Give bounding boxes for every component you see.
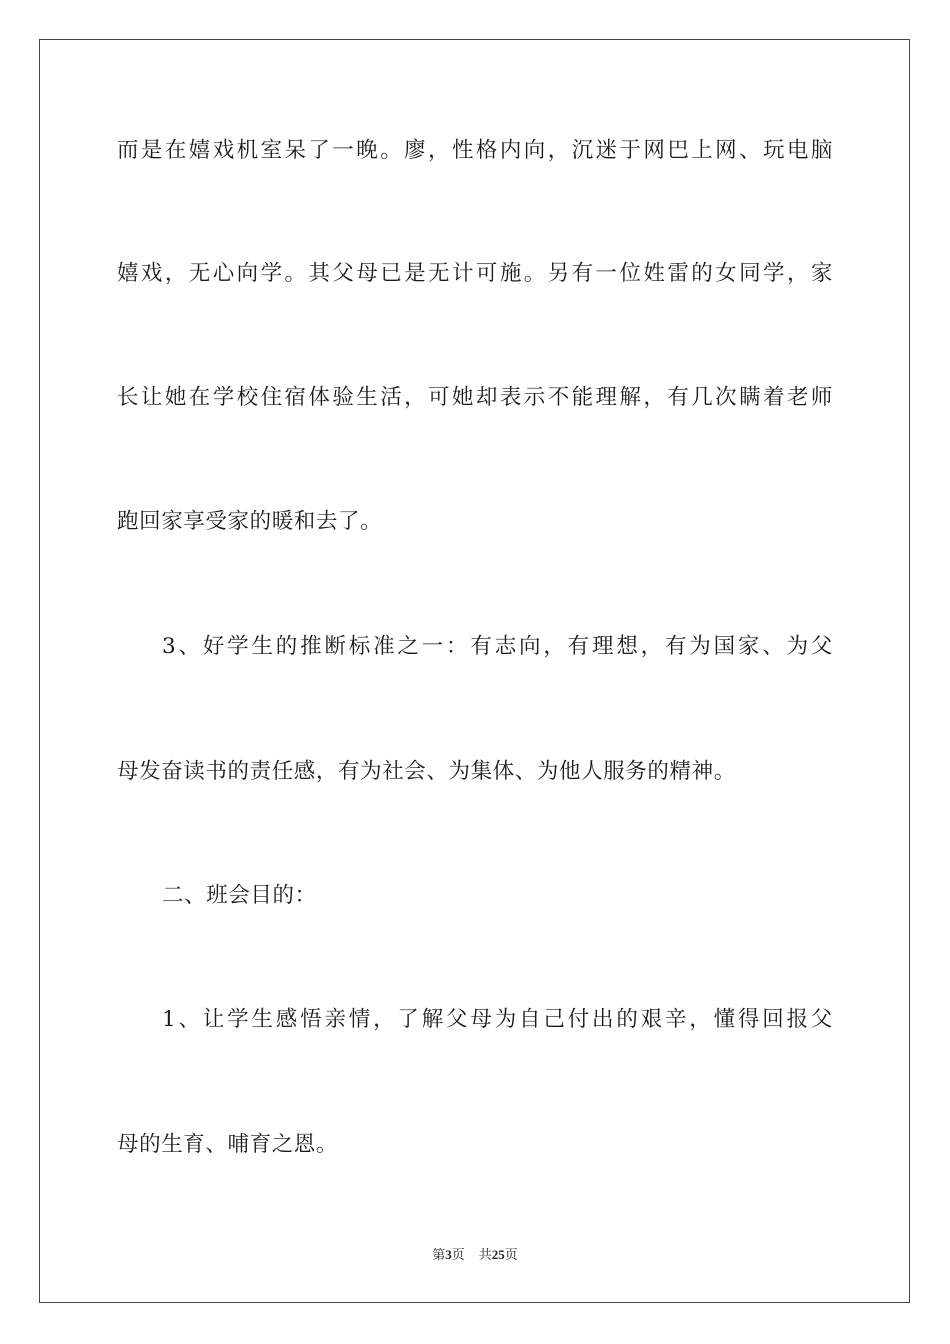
body-line-6: 母发奋读书的责任感，有为社会、为集体、为他人服务的精神。 [117,759,736,784]
page-suffix: 页 [451,1247,465,1262]
page-border [39,39,910,1303]
body-line-8: 1、让学生感悟亲情，了解父母为自己付出的艰辛，懂得回报父 [162,1007,833,1032]
page-number: 3 [445,1247,452,1262]
page-footer [0,1246,950,1264]
body-line-2: 嬉戏，无心向学。其父母已是无计可施。另有一位姓雷的女同学，家 [117,261,833,286]
body-line-5: 3、好学生的推断标准之一：有志向，有理想，有为国家、为父 [162,634,833,659]
body-line-9: 母的生育、哺育之恩。 [117,1132,339,1157]
section-heading: 二、班会目的： [162,883,317,908]
page-prefix: 第 [432,1247,446,1262]
total-prefix: 共 [478,1247,492,1262]
body-line-4: 跑回家享受家的暖和去了。 [117,509,383,534]
body-line-3: 长让她在学校住宿体验生活，可她却表示不能理解，有几次瞒着老师 [117,385,833,410]
total-pages: 25 [491,1247,505,1262]
body-line-1: 而是在嬉戏机室呆了一晚。廖，性格内向，沉迷于网巴上网、玩电脑 [117,138,833,163]
total-suffix: 页 [504,1247,518,1262]
